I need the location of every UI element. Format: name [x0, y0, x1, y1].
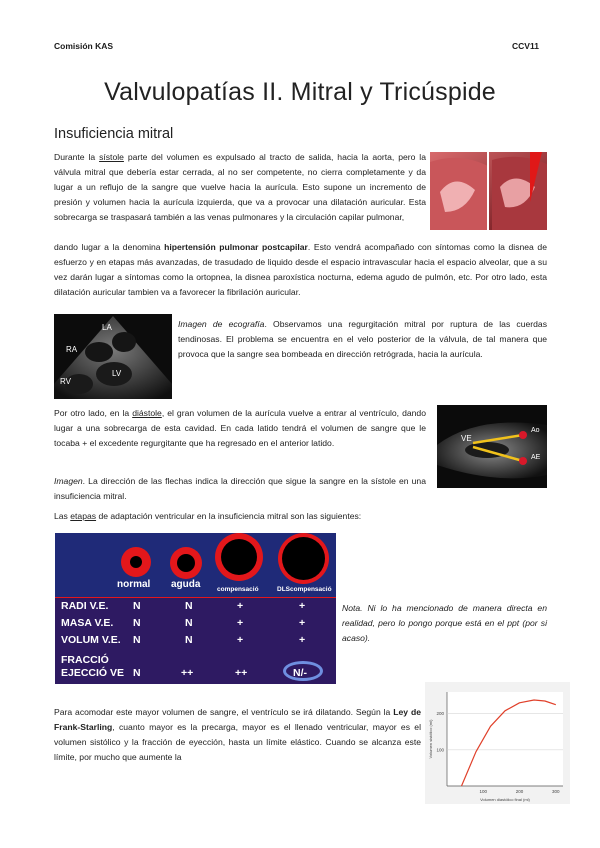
cell: N: [133, 617, 141, 629]
y-axis-label: Volumen sistólico (ml): [428, 719, 433, 759]
echo-flow-illustration: [437, 405, 547, 488]
cell: N: [185, 600, 193, 612]
text-run: . La dirección de las flechas indica la dirección que sigue la sangre en la sístole en una insuficiencia mitral.: [54, 476, 426, 502]
paragraph-2: [178, 317, 547, 362]
etapas-term: etapas: [70, 511, 97, 521]
stages-table: [55, 597, 336, 684]
paragraph-6: [54, 705, 421, 765]
note-paragraph: [342, 601, 547, 646]
page-title: Valvulopatías II. Mitral y Tricúspide: [104, 78, 496, 106]
text-run: , el gran volumen de la aurícula vuelve a entrar al ventrículo, dando lugar a una sobrecarga de esta cavidad. En cada latido tendrá el volumen de sangre que le tocaba + el excedente regurgitante que ha regresado en el anterior latido.: [54, 408, 426, 449]
col-compensacio: compensació: [217, 586, 259, 593]
frank-starling-term: Ley de Frank-Starling: [54, 707, 421, 733]
paragraph-5: [54, 509, 547, 524]
heart-valve-photo: [430, 152, 547, 230]
text-run: parte del volumen es expulsado al tracto de salida, hacia la aorta, pero la válvula mitral que debería estar cerrada, al no ser competente, no cierra completamente y da lugar a un reflujo de la sangre que vuelve hacia la aurícula. Esto supone un incremento de presión y volumen hacia la aurícula izquierda, que va a provocar una dilatación auricular. Esta sobrecarga se traspasará también a las venas pulmonares y la circulación capilar pulmonar,: [54, 152, 426, 223]
cell: N: [133, 634, 141, 646]
x-tick-label: 200: [515, 789, 524, 794]
echo2-label-ve: VE: [461, 434, 472, 443]
circle-descompensacio: [278, 533, 329, 584]
text-run: dando lugar a la denomina: [54, 242, 165, 252]
circle-compensacio-core: [221, 539, 257, 575]
paragraph-4: [54, 474, 426, 504]
echo-label-lv: LV: [112, 369, 122, 378]
section-heading: Insuficiencia mitral: [54, 126, 174, 142]
echo-label-la: LA: [102, 323, 112, 332]
stages-slide: [55, 533, 336, 684]
text-run: Durante la: [54, 152, 100, 162]
x-axis-label: Volumen diastólico final (ml): [480, 797, 530, 802]
circle-aguda-core: [177, 554, 195, 572]
circle-compensacio: [215, 533, 263, 581]
paragraph-1-top: [54, 150, 426, 225]
paragraph-1-bottom: [54, 240, 547, 300]
text-run: , cuanto mayor es la precarga, mayor es el llenado ventricular, mayor es el volumen sistólico y la fracción de eyección, hasta un límite elástico. Cuando se alcanza este límite, por mucho que aumente la: [54, 722, 421, 763]
cell: +: [237, 634, 244, 646]
echo2-label-ae: AE: [531, 454, 541, 461]
cell: +: [237, 600, 244, 612]
echo-label-rv: RV: [60, 377, 71, 386]
cell: +: [299, 634, 306, 646]
y-tick-label: 100: [436, 747, 444, 753]
cell: ++: [181, 667, 194, 679]
circle-descompensacio-core: [282, 537, 325, 580]
cell: N: [133, 600, 141, 612]
circle-aguda: [170, 547, 202, 579]
cell: N/-: [293, 667, 307, 679]
chart-svg: [425, 682, 570, 804]
row-label-volum: VOLUM V.E.: [61, 634, 121, 646]
text-run: . Observamos una regurgitación mitral por ruptura de las cuerdas tendinosas. El problema se encuentra en el velo posterior de la válvula, de tal manera que provoca que la sangre sea bombeada en dirección retrógrada, hacia la aurícula.: [178, 319, 547, 360]
col-normal: normal: [117, 579, 151, 590]
text-run: . Esto vendrá acompañado con síntomas como la disnea de esfuerzo y en etapas más avanzadas, de trasudado de liquido desde el espacio intravascular hacia el espacio alveolar, que a su vez darán lugar a síntomas como la ortopnea, la disnea paroxística nocturna, edema agudo de pulmón, etc. Por otro lado, esta dilatación auricular tambien va a favorecer la fibrilación auricular.: [54, 242, 547, 298]
y-tick-label: 200: [436, 711, 444, 717]
x-tick-label: 100: [479, 789, 488, 794]
row-label-ejeccio: EJECCIÓ VE: [61, 667, 125, 679]
echo2-label-ao: Ao: [531, 427, 540, 434]
diastole-term: diástole: [132, 408, 162, 418]
cell: +: [237, 617, 244, 629]
sistole-term: sístole: [99, 152, 124, 162]
cell: N: [185, 634, 193, 646]
circle-normal-core: [130, 556, 142, 568]
italic-run: Imagen de ecografía: [178, 319, 265, 329]
echocardiogram-illustration: [54, 314, 172, 399]
circle-normal: [121, 547, 151, 577]
text-run: de adaptación ventricular en la insuficiencia mitral son las siguientes:: [96, 511, 362, 521]
cell: ++: [235, 667, 248, 679]
col-descompensacio: DLScompensació: [277, 586, 332, 593]
frank-starling-chart: [425, 682, 570, 804]
heart-valve-illustration: [430, 152, 547, 230]
text-run: Por otro lado, en la: [54, 408, 133, 418]
cell: N: [133, 667, 141, 679]
plot-area: [447, 692, 563, 786]
cell: N: [185, 617, 193, 629]
cell: +: [299, 617, 306, 629]
text-run: . Ni lo ha mencionado de manera directa en realidad, pero lo pongo porque está en el ppt (por si acaso).: [342, 603, 547, 644]
col-aguda: aguda: [171, 579, 201, 590]
row-label-fraccio: FRACCIÓ: [61, 654, 109, 666]
row-label-masa: MASA V.E.: [61, 617, 114, 629]
echo-image-1: [54, 314, 172, 399]
echo-label-ra: RA: [66, 345, 78, 354]
cell: +: [299, 600, 306, 612]
x-tick-label: 300: [551, 789, 560, 794]
paragraph-3: [54, 406, 426, 451]
text-run: Las: [54, 511, 71, 521]
header-right: CCV11: [512, 41, 539, 51]
italic-run: Imagen: [54, 476, 83, 486]
divider: [55, 597, 336, 598]
header-left: Comisión KAS: [54, 41, 114, 51]
note-label: Nota: [342, 603, 361, 613]
text-run: Para acomodar este mayor volumen de sangre, el ventrículo se irá dilatando. Según la: [54, 707, 394, 717]
echo-image-2: [437, 405, 547, 488]
row-label-radi: RADI V.E.: [61, 600, 109, 612]
hipertension-term: hipertensión pulmonar postcapilar: [164, 242, 308, 252]
